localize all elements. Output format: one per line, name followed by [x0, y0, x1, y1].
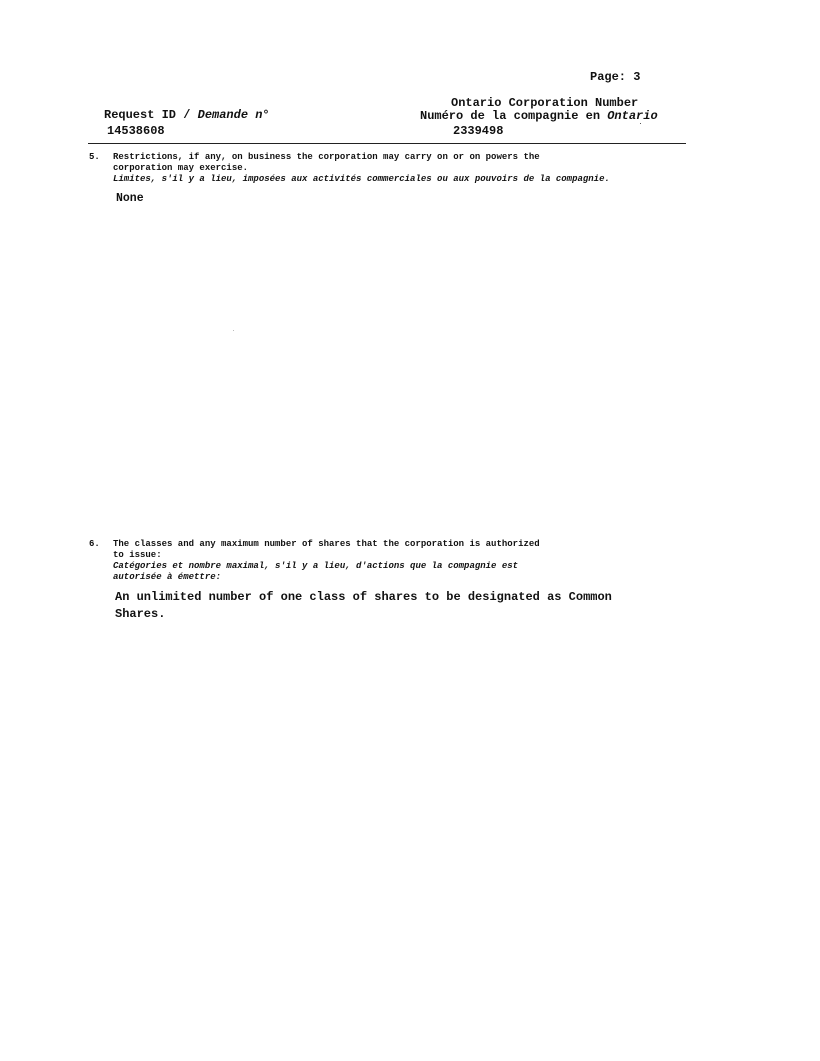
section-6-label-en-line2: to issue: — [113, 550, 162, 560]
section-6-label-fr-line1: Catégories et nombre maximal, s'il y a lieu, d'actions que la compagnie est — [113, 561, 519, 571]
ontario-corp-number-label-en: Ontario Corporation Number — [451, 96, 639, 110]
section-5-number: 5. — [89, 152, 100, 162]
section-6-label-fr-line2: autorisée à émettre: — [113, 572, 222, 582]
section-5-label-en-line2: corporation may exercise. — [113, 163, 249, 173]
request-id-label-en: Request ID / — [104, 108, 198, 122]
ontario-corp-number-label-fr — [420, 109, 658, 123]
ontario-corp-number-value: 2339498 — [453, 124, 504, 138]
request-id-label — [104, 108, 270, 122]
section-6-number: 6. — [89, 539, 100, 549]
scan-speck-2 — [233, 330, 234, 331]
section-5-answer: None — [116, 192, 144, 205]
ontario-label-fr-part2: Ontario — [607, 109, 658, 123]
section-6-label-en-line1: The classes and any maximum number of shares that the corporation is authorized — [113, 539, 540, 549]
section-5-label-en-line1: Restrictions, if any, on business the corporation may carry on or on powers the — [113, 152, 540, 162]
request-id-value: 14538608 — [107, 124, 165, 138]
section-5-label-fr: Limites, s'il y a lieu, imposées aux activités commerciales ou aux pouvoirs de la compagnie. — [113, 174, 610, 184]
section-6-answer-line2: Shares. — [115, 607, 166, 621]
page-number: Page: 3 — [590, 70, 641, 84]
ontario-label-fr-part1: Numéro de la compagnie en — [420, 109, 608, 123]
header-divider — [88, 143, 686, 144]
scan-speck — [640, 123, 641, 124]
request-id-label-fr: Demande n° — [197, 108, 270, 122]
section-6-answer-line1: An unlimited number of one class of shares to be designated as Common — [115, 590, 612, 604]
